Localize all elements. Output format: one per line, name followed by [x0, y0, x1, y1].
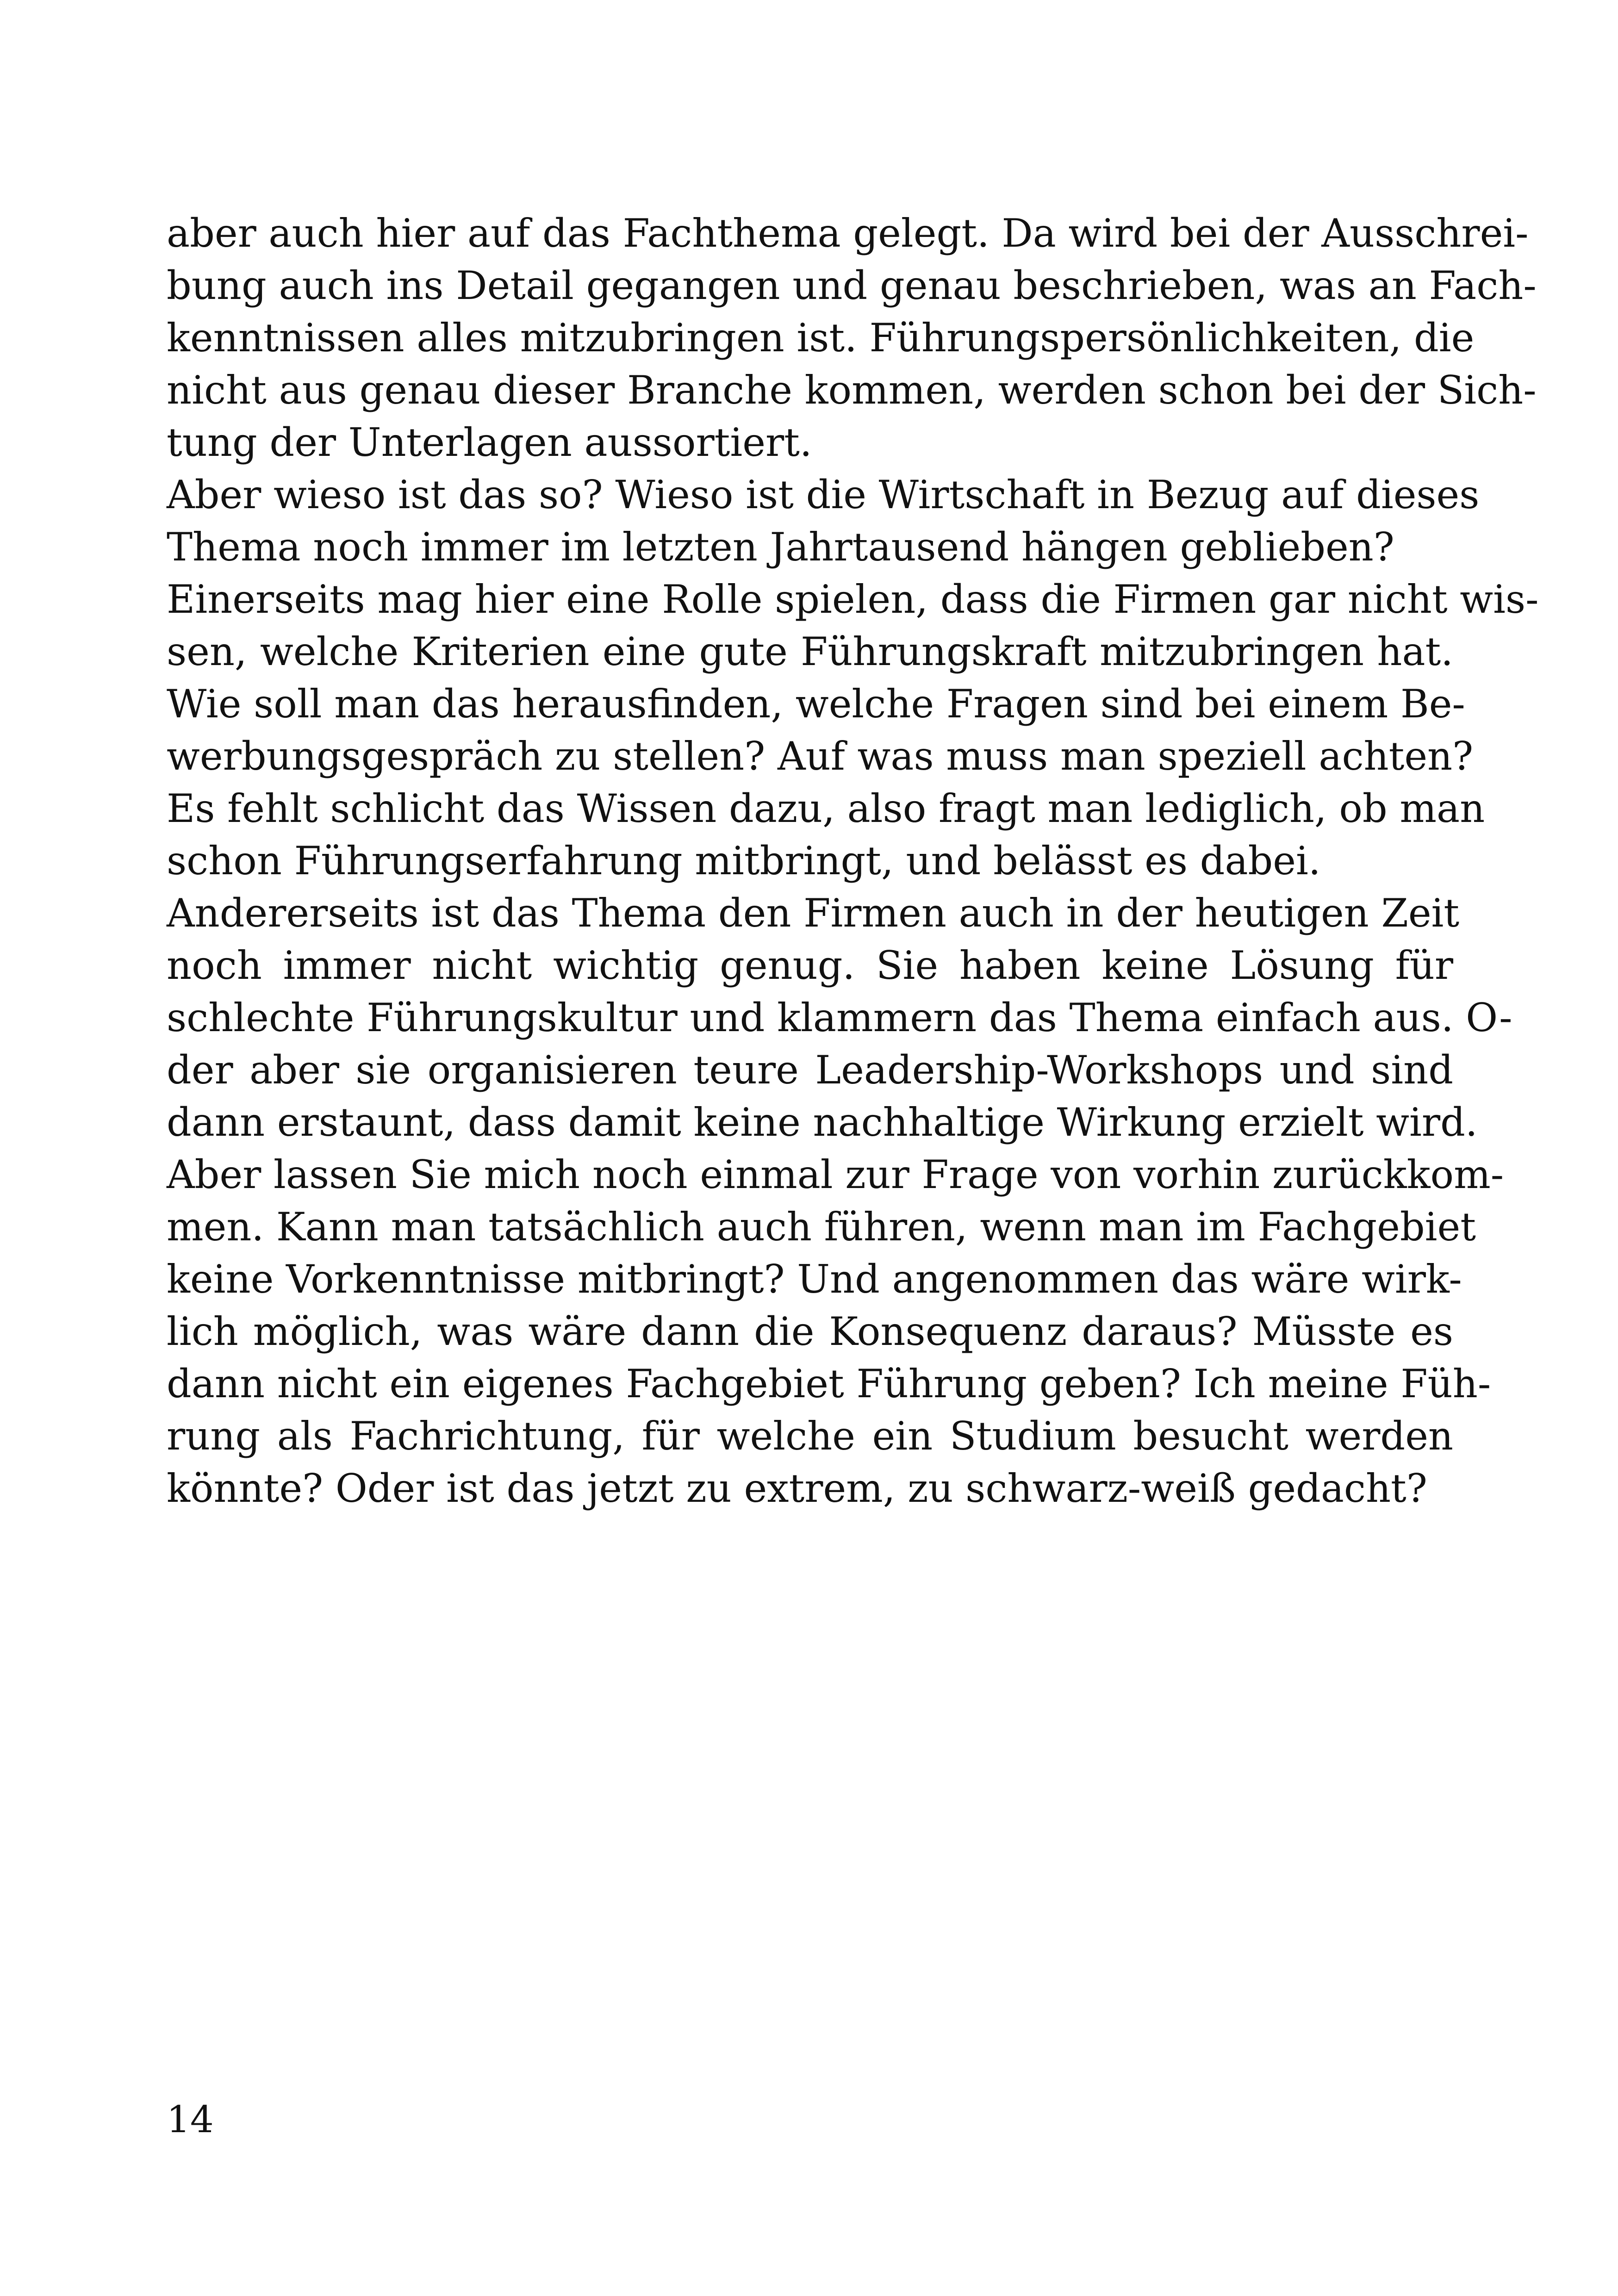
- text-line: noch immer nicht wichtig genug. Sie haben keine Lösung für: [167, 943, 1453, 988]
- text-line: Thema noch immer im letzten Jahrtausend hängen geblieben?: [167, 524, 1394, 570]
- text-line: Andererseits ist das Thema den Firmen auch in der heutigen Zeit: [167, 890, 1460, 936]
- text-line: Wie soll man das herausfinden, welche Fragen sind bei einem Be-: [167, 681, 1465, 727]
- text-line: schon Führungserfahrung mitbringt, und belässt es dabei.: [167, 838, 1321, 884]
- text-line: Einerseits mag hier eine Rolle spielen, dass die Firmen gar nicht wis-: [167, 577, 1539, 622]
- text-line: keine Vorkenntnisse mitbringt? Und angenommen das wäre wirk-: [167, 1257, 1462, 1302]
- text-line: Aber lassen Sie mich noch einmal zur Frage von vorhin zurückkom-: [167, 1152, 1504, 1197]
- text-line: dann nicht ein eigenes Fachgebiet Führung geben? Ich meine Füh-: [167, 1361, 1491, 1406]
- text-line: aber auch hier auf das Fachthema gelegt. Da wird bei der Ausschrei-: [167, 211, 1529, 256]
- text-line: sen, welche Kriterien eine gute Führungskraft mitzubringen hat.: [167, 629, 1453, 674]
- text-line: men. Kann man tatsächlich auch führen, wenn man im Fachgebiet: [167, 1204, 1476, 1250]
- text-line: Es fehlt schlicht das Wissen dazu, also fragt man lediglich, ob man: [167, 786, 1485, 831]
- text-line: der aber sie organisieren teure Leadership-Workshops und sind: [167, 1047, 1453, 1093]
- text-line: bung auch ins Detail gegangen und genau beschrieben, was an Fach-: [167, 263, 1537, 308]
- text-line: Aber wieso ist das so? Wieso ist die Wirtschaft in Bezug auf dieses: [167, 472, 1480, 517]
- text-line: nicht aus genau dieser Branche kommen, werden schon bei der Sich-: [167, 367, 1537, 413]
- text-line: schlechte Führungskultur und klammern das Thema einfach aus. O-: [167, 995, 1512, 1040]
- text-line: lich möglich, was wäre dann die Konsequenz daraus? Müsste es: [167, 1309, 1453, 1354]
- text-line: könnte? Oder ist das jetzt zu extrem, zu schwarz-weiß gedacht?: [167, 1466, 1427, 1511]
- text-line: kenntnissen alles mitzubringen ist. Führungspersönlichkeiten, die: [167, 315, 1475, 361]
- page-number: 14: [167, 2098, 214, 2141]
- body-text: [167, 207, 1539, 1515]
- text-line: tung der Unterlagen aussortiert.: [167, 420, 812, 465]
- text-line: werbungsgespräch zu stellen? Auf was muss man speziell achten?: [167, 734, 1474, 779]
- text-line: dann erstaunt, dass damit keine nachhaltige Wirkung erzielt wird.: [167, 1100, 1478, 1145]
- text-line: rung als Fachrichtung, für welche ein Studium besucht werden: [167, 1413, 1453, 1459]
